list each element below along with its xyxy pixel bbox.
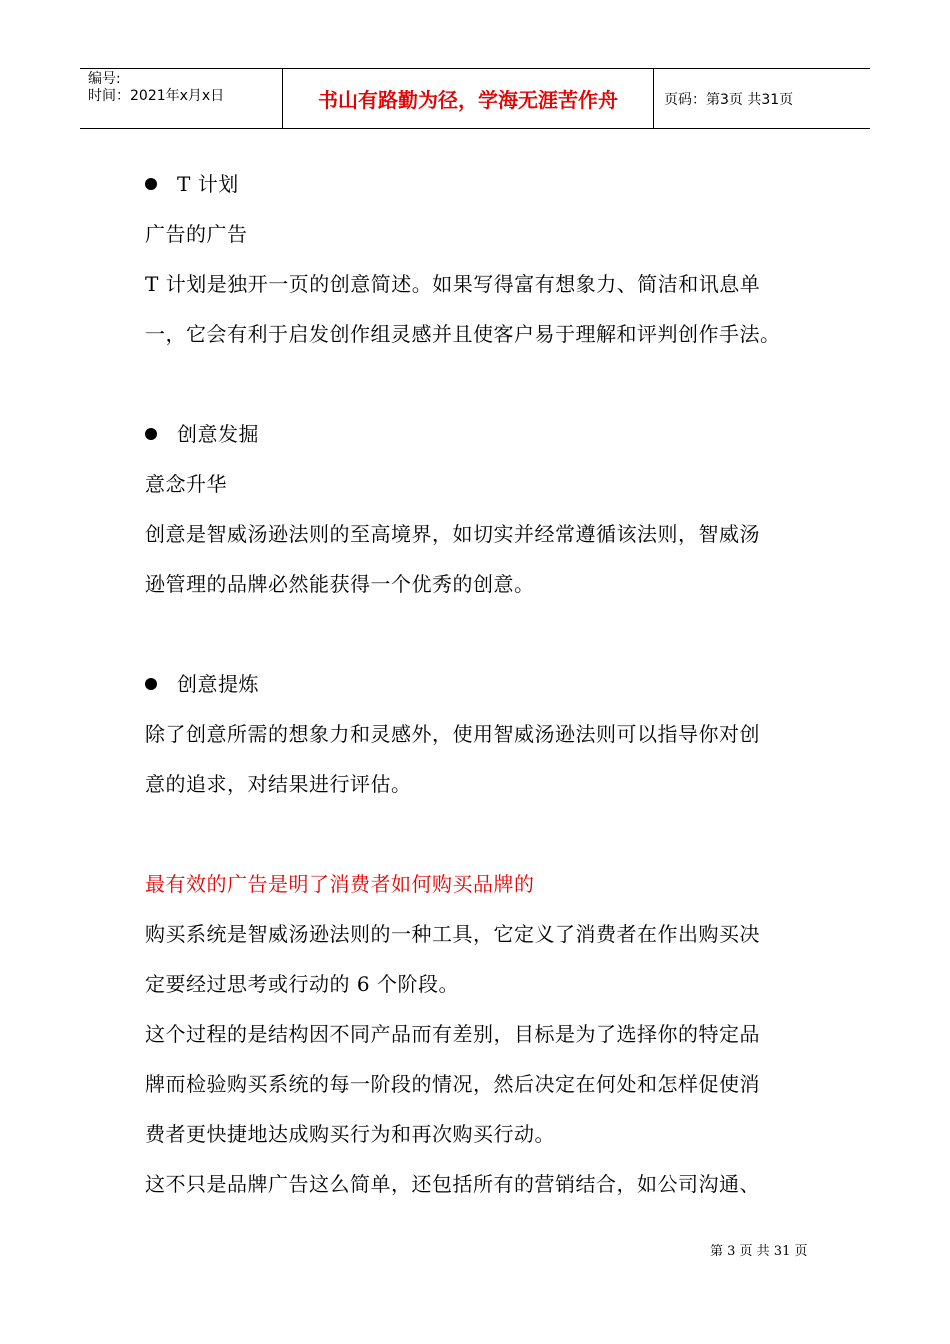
paragraph-line: 购买系统是智威汤逊法则的一种工具，它定义了消费者在作出购买决 [145, 922, 760, 946]
header-page-label: 页码：第3页 共31页 [664, 91, 794, 108]
time-label: 时间：2021年x月x日 [88, 88, 225, 104]
section-title-t-plan: T 计划 [145, 159, 825, 209]
paragraph-line: 费者更快捷地达成购买行为和再次购买行动。 [145, 1122, 555, 1146]
header-motto: 书山有路勤为径，学海无涯苦作舟 [282, 69, 654, 128]
section-title-idea-refinement: 创意提炼 [145, 659, 825, 709]
paragraph-line: T 计划是独开一页的创意简述。如果写得富有想象力、简洁和讯息单 [145, 272, 761, 296]
paragraph-line: 这不只是品牌广告这么简单，还包括所有的营销结合，如公司沟通、 [145, 1172, 760, 1196]
bullet-icon [145, 178, 157, 190]
section-subtitle: 意念升华 [145, 472, 227, 496]
page-footer: 第 3 页 共 31 页 [710, 1244, 808, 1259]
red-heading: 最有效的广告是明了消费者如何购买品牌的 [145, 872, 535, 896]
bullet-icon [145, 678, 157, 690]
number-label: 编号: [88, 71, 121, 87]
section-subtitle: 广告的广告 [145, 222, 248, 246]
paragraph-line: 意的追求，对结果进行评估。 [145, 772, 412, 796]
paragraph-line: 除了创意所需的想象力和灵感外，使用智威汤逊法则可以指导你对创 [145, 722, 760, 746]
paragraph-line: 创意是智威汤逊法则的至高境界，如切实并经常遵循该法则，智威汤 [145, 522, 760, 546]
paragraph-line: 定要经过思考或行动的 6 个阶段。 [145, 972, 459, 996]
section-title-idea-discovery: 创意发掘 [145, 409, 825, 459]
paragraph-line: 一，它会有利于启发创作组灵感并且使客户易于理解和评判创作手法。 [145, 322, 781, 346]
bullet-icon [145, 428, 157, 440]
paragraph-line: 逊管理的品牌必然能获得一个优秀的创意。 [145, 572, 535, 596]
page-header [80, 68, 870, 129]
document-body [145, 159, 825, 1209]
paragraph-line: 牌而检验购买系统的每一阶段的情况，然后决定在何处和怎样促使消 [145, 1072, 760, 1096]
header-meta [80, 69, 282, 128]
paragraph-line: 这个过程的是结构因不同产品而有差别，目标是为了选择你的特定品 [145, 1022, 760, 1046]
